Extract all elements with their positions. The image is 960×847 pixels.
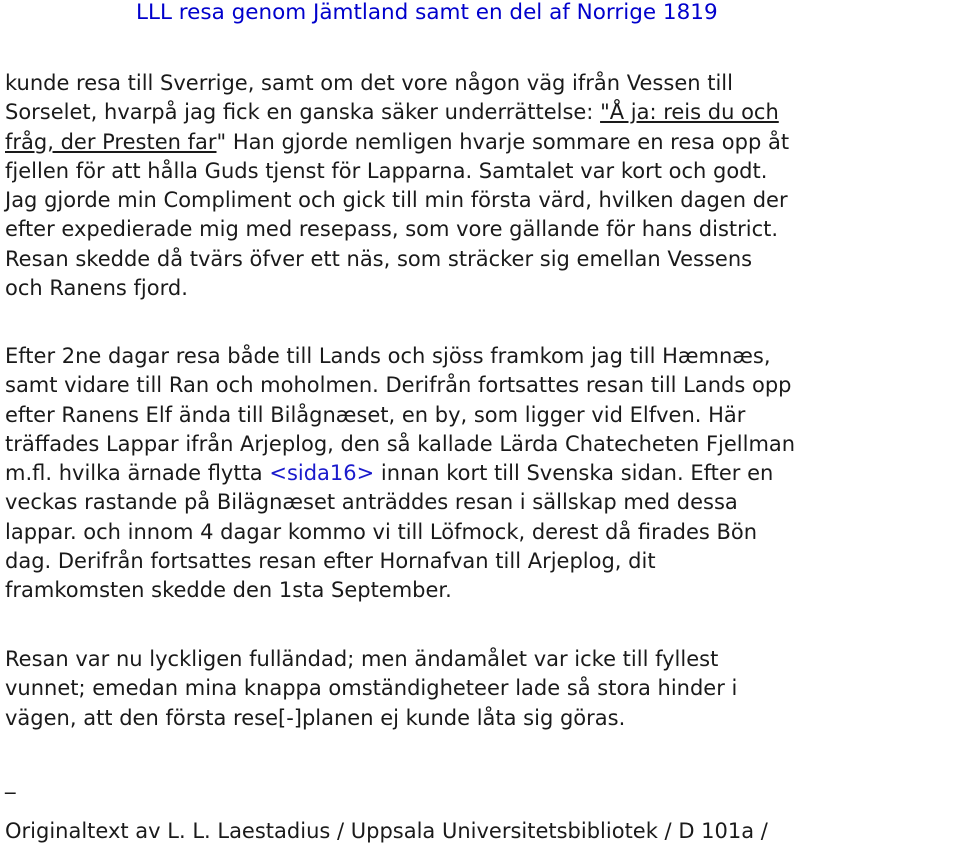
paragraph-2-text-end: innan kort till Svenska sidan. Efter en veckas rastande på Bilägnæset anträddes resan i sällskap med dessa lappar. och innom 4 dagar kommo vi till Löfmock, derest då firades Bön dag. Derifrån fortsattes resan efter Hornafvan till Arjeplog, dit framkomsten skedde den 1sta September. <box>5 461 774 603</box>
separator-line: _ <box>5 770 16 794</box>
paragraph-1-text-start: kunde resa till Sverrige, samt om det vore någon väg ifrån Vessen till Sorselet, hvarpå jag fick en ganska säker underrättelse: <box>5 71 733 125</box>
paragraph-2 <box>5 342 960 606</box>
paragraph-2-text-start: Efter 2ne dagar resa både till Lands och sjöss framkom jag till Hæmnæs, samt vidare till Ran och moholmen. Derifrån fortsattes resan till Lands opp efter Ranens Elf ända till Bilågnæset, en by, som ligger vid Elfven. Här träffades Lappar ifrån Arjeplog, den så kallade Lärda Chatecheten Fjellman m.fl. hvilka ärnade flytta <box>5 344 796 486</box>
quote-link[interactable]: "Å ja: reis du och fråg, der Presten far <box>5 100 779 154</box>
paragraph-3: Resan var nu lyckligen fulländad; men ändamålet var icke till fyllest vunnet; emedan mina knappa omständigheteer lade så stora hinder i vägen, att den första rese[-]planen ej kunde låta sig göras. <box>5 647 738 730</box>
page-title: LLL resa genom Jämtland samt en del af Norrige 1819 <box>136 0 718 25</box>
paragraph-1 <box>5 69 960 303</box>
page-marker: <sida16> <box>269 461 375 486</box>
source-attribution: Originaltext av L. L. Laestadius / Uppsala Universitetsbibliotek / D 101a / <box>5 819 768 843</box>
paragraph-1-text-end: " Han gjorde nemligen hvarje sommare en resa opp åt fjellen för att hålla Guds tjenst för Lapparna. Samtalet var kort och godt. Jag gjorde min Compliment och gick till min första värd, hvilken dagen der efter expedierade mig med resepass, som vore gällande för hans district. Resan skedde då tvärs öfver ett näs, som sträcker sig emellan Vessens och Ranens fjord. <box>5 129 790 301</box>
